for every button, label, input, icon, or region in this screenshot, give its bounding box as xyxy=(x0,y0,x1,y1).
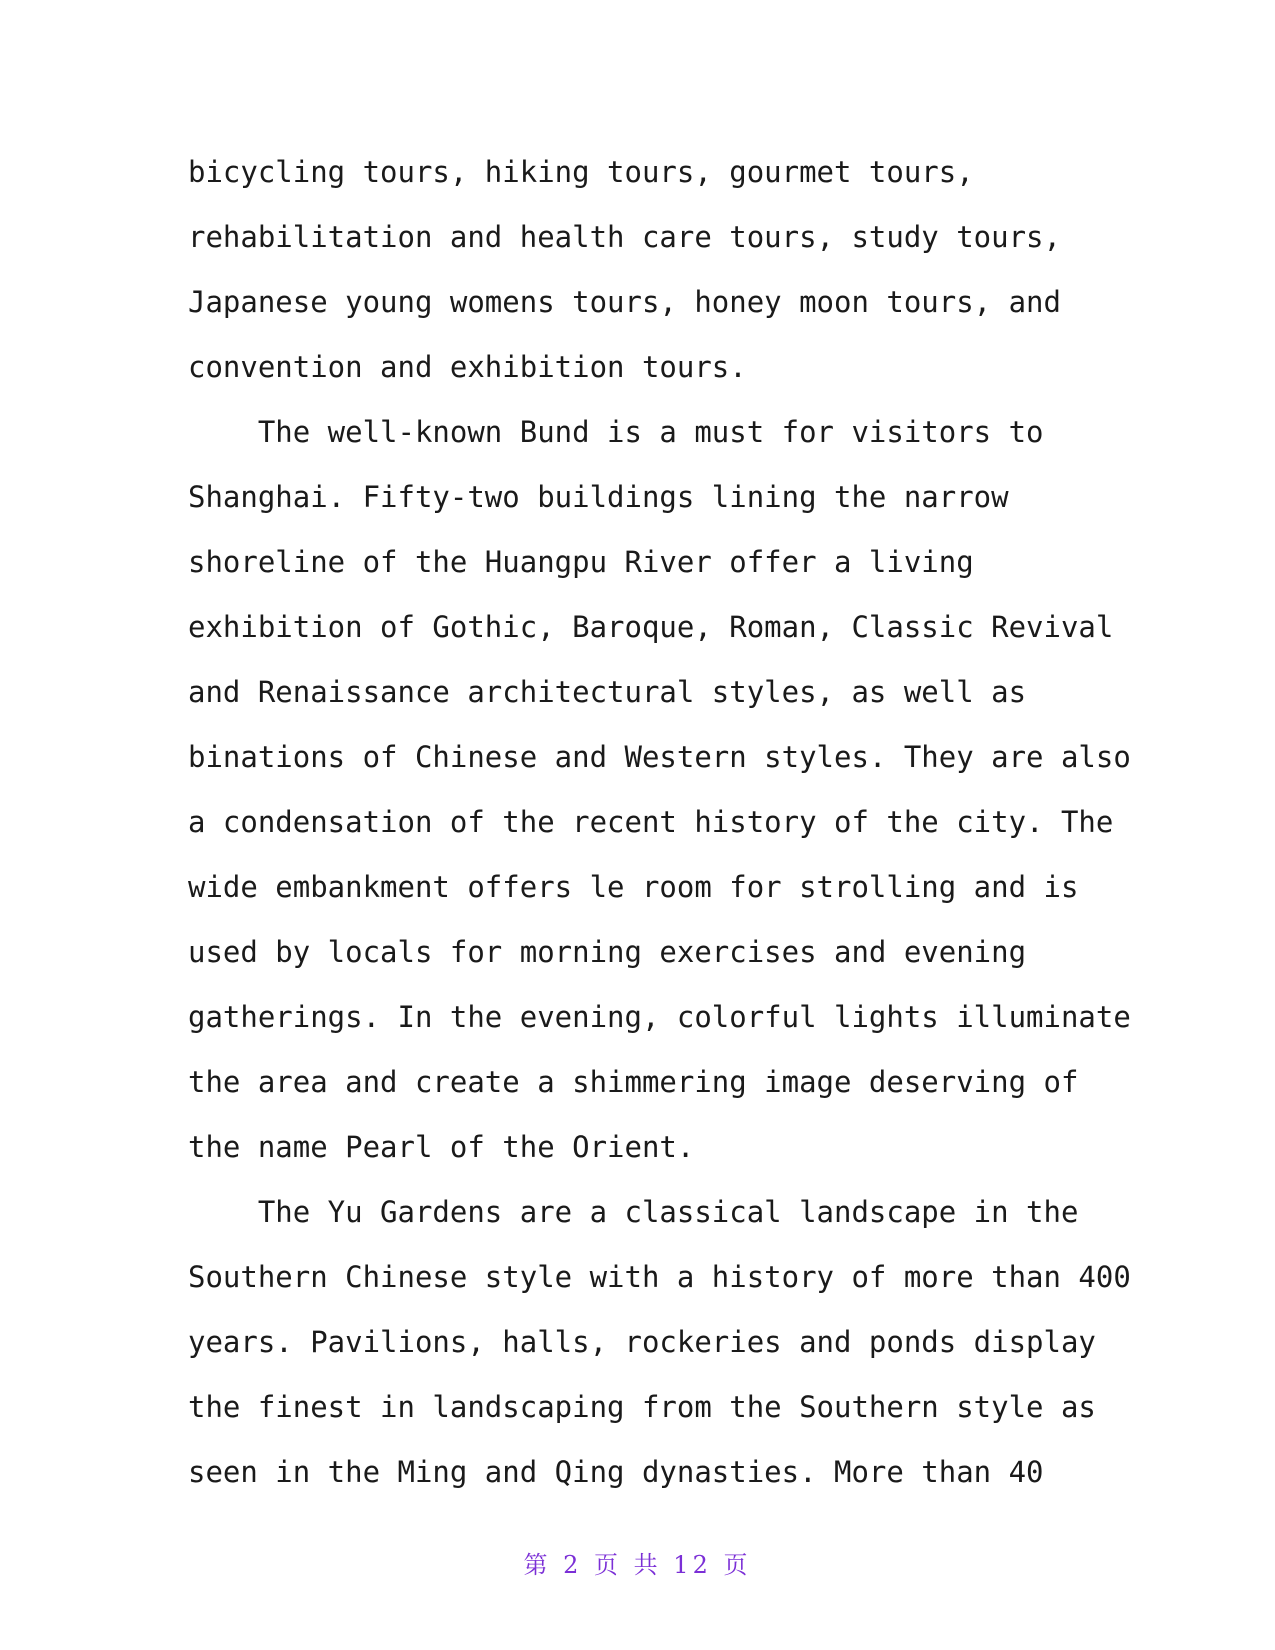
text-line: convention and exhibition tours. xyxy=(188,350,747,384)
text-line: Japanese young womens tours, honey moon tours, and xyxy=(188,285,1061,319)
text-line: the area and create a shimmering image deserving of xyxy=(188,1065,1079,1099)
text-line: shoreline of the Huangpu River offer a living xyxy=(188,545,974,579)
text-line: used by locals for morning exercises and evening xyxy=(188,935,1027,969)
text-line: exhibition of Gothic, Baroque, Roman, Classic Revival xyxy=(188,610,1114,644)
text-line: the name Pearl of the Orient. xyxy=(188,1130,695,1164)
text-line: wide embankment offers le room for strolling and is xyxy=(188,870,1079,904)
body-text xyxy=(188,140,1131,1505)
text-line: a condensation of the recent history of the city. The xyxy=(188,805,1114,839)
text-line: rehabilitation and health care tours, study tours, xyxy=(188,220,1061,254)
text-line: Shanghai. Fifty-two buildings lining the narrow xyxy=(188,480,1009,514)
text-line: bicycling tours, hiking tours, gourmet tours, xyxy=(188,155,974,189)
text-line: seen in the Ming and Qing dynasties. More than 40 xyxy=(188,1455,1044,1489)
page-number-footer: 第 2 页 共 12 页 xyxy=(523,1551,752,1579)
text-line: Southern Chinese style with a history of more than 400 xyxy=(188,1260,1131,1294)
text-line: The well-known Bund is a must for visitors to xyxy=(188,415,1044,449)
text-line: and Renaissance architectural styles, as well as xyxy=(188,675,1027,709)
text-line: years. Pavilions, halls, rockeries and ponds display xyxy=(188,1325,1096,1359)
text-line: binations of Chinese and Western styles. They are also xyxy=(188,740,1131,774)
text-line: the finest in landscaping from the Southern style as xyxy=(188,1390,1096,1424)
text-line: gatherings. In the evening, colorful lights illuminate xyxy=(188,1000,1131,1034)
text-line: The Yu Gardens are a classical landscape in the xyxy=(188,1195,1079,1229)
